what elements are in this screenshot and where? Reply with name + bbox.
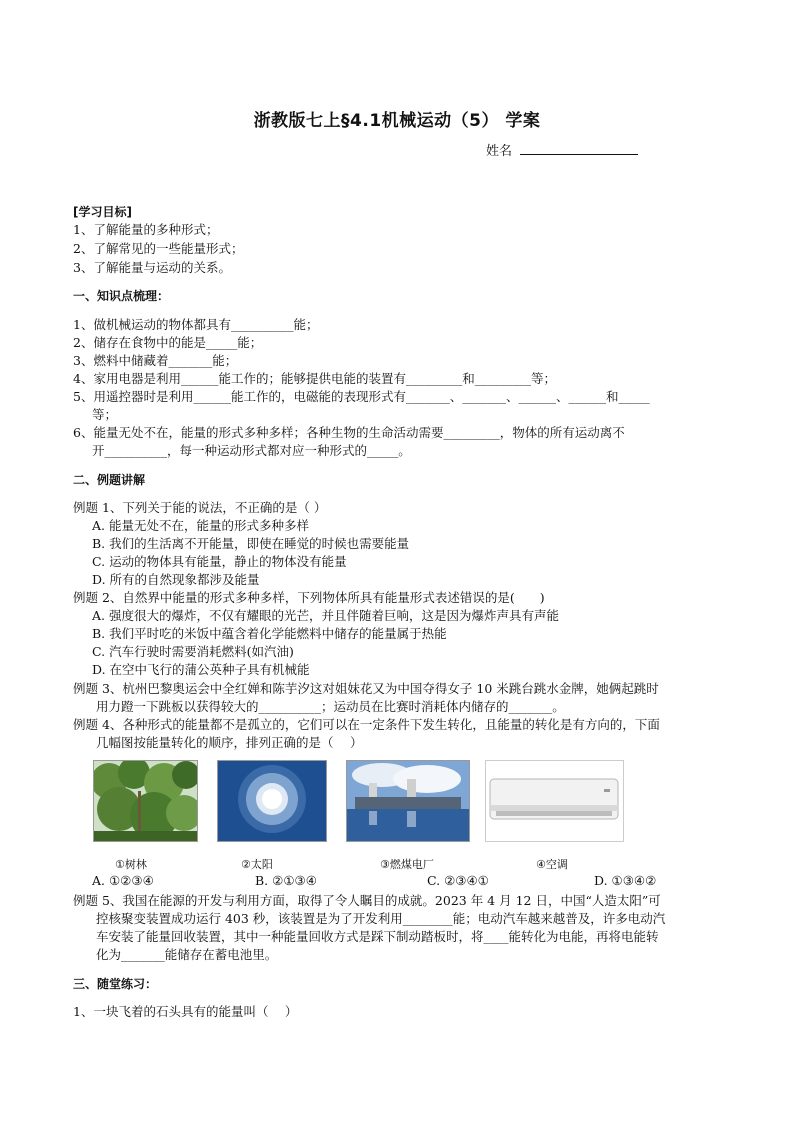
- knowledge-line: 6、能量无处不在，能量的形式多种多样；各种生物的生命活动需要_________，物体的所有运动离不: [73, 425, 625, 440]
- example4-option: B. ②①③④: [255, 873, 317, 888]
- forest-photo: [93, 760, 198, 842]
- section2-heading: 二、例题讲解: [73, 473, 146, 487]
- example4-option: D. ①③④②: [594, 873, 657, 888]
- image-caption: ①树林: [115, 858, 147, 871]
- energy-image-row: [93, 760, 633, 870]
- sun-photo: [217, 760, 327, 842]
- name-blank[interactable]: [520, 142, 638, 155]
- example3-line: 例题 3、杭州巴黎奥运会中全红婵和陈芋汐这对姐妹花又为中国夺得女子 10 米跳台跳水金牌，她俩起跳时: [73, 681, 659, 696]
- name-label: 姓名: [486, 144, 513, 159]
- name-field-row: [486, 140, 638, 159]
- goals-heading: [学习目标]: [73, 205, 132, 219]
- example2-option: C. 汽车行驶时需要消耗燃料(如汽油): [92, 644, 294, 659]
- knowledge-line: 5、用遥控器时是利用______能工作的，电磁能的表现形式有_______、_______、______、______和_____: [73, 389, 650, 404]
- knowledge-line: 3、燃料中储藏着_______能；: [73, 353, 238, 368]
- example2-option: D. 在空中飞行的蒲公英种子具有机械能: [92, 662, 310, 677]
- example4-line: 几幅图按能量转化的顺序，排列正确的是（ ）: [96, 735, 363, 750]
- example5-line: 控核聚变装置成功运行 403 秒，该装置是为了开发利用________能；电动汽车越来越普及，许多电动汽: [96, 911, 666, 926]
- example5-line: 化为_______能储存在蓄电池里。: [96, 947, 278, 962]
- knowledge-line: 1、做机械运动的物体都具有__________能；: [73, 317, 319, 332]
- section1-heading: 一、知识点梳理：: [73, 289, 170, 303]
- example1-option: B. 我们的生活离不开能量，即使在睡觉的时候也需要能量: [92, 536, 410, 551]
- example1-option: C. 运动的物体具有能量，静止的物体没有能量: [92, 554, 347, 569]
- knowledge-line: 4、家用电器是利用______能工作的；能够提供电能的装置有_________和_________等；: [73, 371, 556, 386]
- example1-option: A. 能量无处不在，能量的形式多种多样: [92, 518, 309, 533]
- image-caption: ④空调: [536, 858, 568, 871]
- goal-item: 3、了解能量与运动的关系。: [73, 260, 231, 275]
- goal-item: 2、了解常见的一些能量形式；: [73, 241, 244, 256]
- image-caption: ③燃煤电厂: [380, 858, 434, 871]
- knowledge-line: 开__________，每一种运动形式都对应一种形式的_____。: [92, 443, 411, 458]
- example2-stem: 例题 2、自然界中能量的形式多种多样，下列物体所具有能量形式表述错误的是( ): [73, 590, 545, 605]
- example1-option: D. 所有的自然现象都涉及能量: [92, 572, 260, 587]
- example2-option: A. 强度很大的爆炸，不仅有耀眼的光芒，并且伴随着巨响，这是因为爆炸声具有声能: [92, 608, 559, 623]
- section3-heading: 三、随堂练习：: [73, 977, 158, 991]
- knowledge-line: 等；: [92, 407, 118, 422]
- example4-line: 例题 4、各种形式的能量都不是孤立的，它们可以在一定条件下发生转化，且能量的转化是有方向的，下面: [73, 717, 660, 732]
- example4-option: C. ②③④①: [427, 873, 489, 888]
- goal-item: 1、了解能量的多种形式；: [73, 222, 219, 237]
- example2-option: B. 我们平时吃的米饭中蕴含着化学能燃料中储存的能量属于热能: [92, 626, 447, 641]
- practice-question: 1、一块飞着的石头具有的能量叫（ ）: [73, 1004, 298, 1019]
- air-conditioner-photo: [485, 760, 624, 842]
- power-plant-photo: [346, 760, 470, 842]
- example3-line: 用力蹬一下跳板以获得较大的__________；运动员在比赛时消耗体内储存的_______。: [96, 699, 565, 714]
- image-caption: ②太阳: [241, 858, 273, 871]
- example5-line: 例题 5、我国在能源的开发与利用方面，取得了令人瞩目的成就。2023 年 4 月 12 日，中国“人造太阳”可: [73, 893, 661, 908]
- example5-line: 车安装了能量回收装置，其中一种能量回收方式是踩下制动踏板时，将____能转化为电能，再将电能转: [96, 929, 659, 944]
- knowledge-line: 2、储存在食物中的能是_____能；: [73, 335, 263, 350]
- example4-option: A. ①②③④: [92, 873, 154, 888]
- example1-stem: 例题 1、下列关于能的说法，不正确的是（ ）: [73, 500, 327, 515]
- page-title: 浙教版七上§4.1机械运动（5） 学案: [253, 111, 541, 131]
